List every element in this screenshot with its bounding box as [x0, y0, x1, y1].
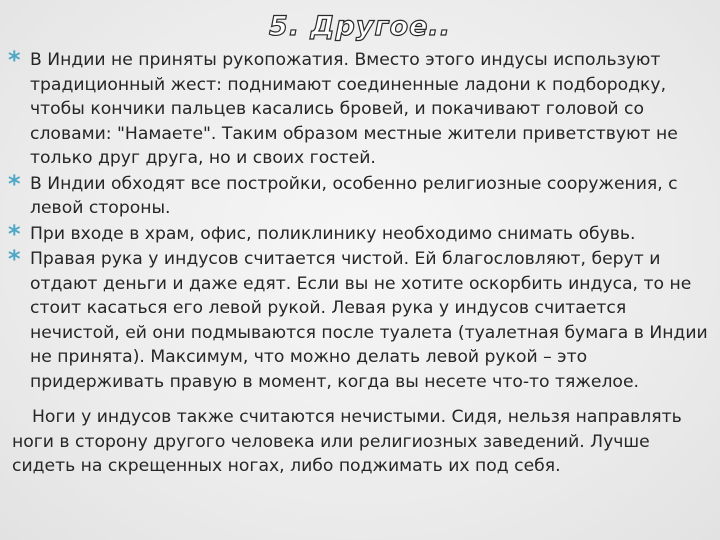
bullet-text: Правая рука у индусов считается чистой. Ей благословляют, берут и отдают деньги и даже едят. Если вы не хотите оскорбить индуса, то не стоит касаться его левой рукой. Левая рука у индусов считается нечистой, ей они подмываются после туалета (туалетная бумага в Индии не принята). Максимум, что можно делать левой рукой – это придерживать правую в момент, когда вы несете что-то тяжелое.: [30, 249, 708, 392]
slide-title: 5. Другое..: [269, 11, 451, 42]
bullet-asterisk-icon: *: [8, 169, 21, 198]
bullet-asterisk-icon: *: [8, 245, 21, 273]
bullet-text: В Индии не приняты рукопожатия. Вместо этого индусы используют традиционный жест: поднимают соединенные ладони к подбородку, чтобы кончики пальцев касались бровей, и покачивают головой со словами: "Намаете". Таким образом местные жители приветствуют не только друг друга, но и своих гостей.: [30, 50, 678, 168]
bullet-item: [8, 48, 708, 171]
bullet-asterisk-icon: *: [8, 219, 21, 248]
bullet-text: В Индии обходят все постройки, особенно религиозные сооружения, с левой стороны.: [30, 173, 678, 218]
bullet-item: [8, 169, 708, 221]
slide-content: [8, 48, 708, 479]
closing-paragraph: Ноги у индусов также считаются нечистыми. Сидя, нельзя направлять ноги в сторону другого человека или религиозных заведений. Лучше сидеть на скрещенных ногах, либо поджимать их под себя.: [12, 407, 682, 476]
bullet-asterisk-icon: *: [8, 46, 21, 74]
bullet-text: При входе в храм, офис, поликлинику необходимо снимать обувь.: [30, 223, 636, 244]
bullet-item: [8, 247, 708, 394]
bullet-item: [8, 219, 708, 248]
